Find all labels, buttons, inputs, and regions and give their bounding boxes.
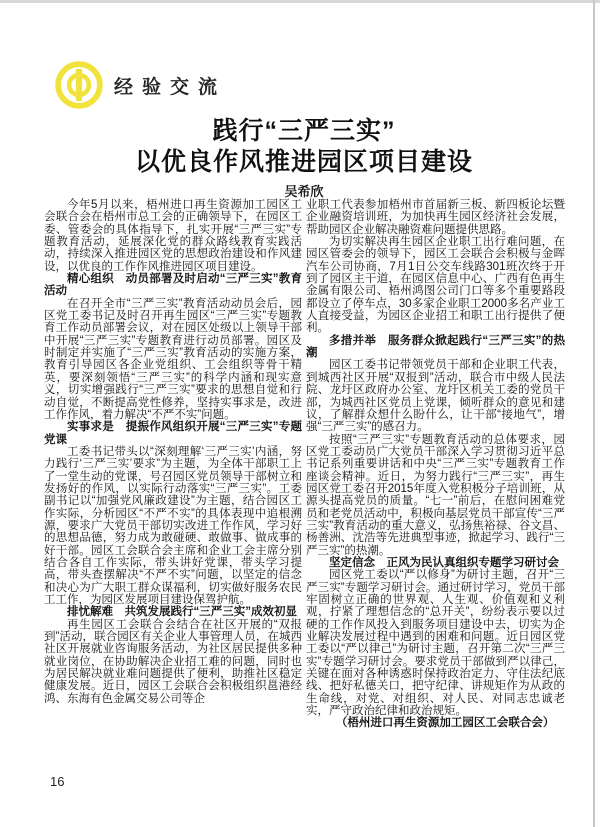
article-title-line2: 以优良作风推进园区项目建设 (134, 148, 473, 176)
article-author: 吴希欣 (284, 184, 324, 199)
article-title (44, 116, 564, 178)
scan-edge-top-line (0, 0, 600, 3)
left-col-heading-3: 实事求是 提振作风组织开展“三严三实”专题党课 (44, 421, 302, 446)
left-col-heading-1: 精心组织 动员部署及时启动“三严三实”教育活动 (44, 273, 302, 298)
article-column-left (44, 199, 302, 705)
article-column-right (306, 199, 565, 730)
left-col-paragraph-6: 再生园区工会联合会结合在社区开展的“双报到”活动，联合园区有关企业人事管理人员，在城西社区开展就业咨询服务活动，为社区居民提供多种就业岗位，在协助解决企业招工难的问题，同时也为居民解决就业难问题提供了便利，助推社区稳定健康发展。近日，园区工会联合会积极组织邕港经鸿、东海有色金属交易公司等企 (44, 618, 302, 705)
right-col-paragraph_continued-0: 业职工代表参加梧州市首届新三板、新四板论坛暨企业融资培训班，为加快再生园区经济社会发展，帮助园区企业解决融资难问题提供思路。 (306, 199, 565, 236)
page-number: 16 (50, 774, 65, 789)
section-label: 经验交流 (114, 76, 227, 98)
left-col-paragraph-0: 今年5月以来，梧州进口再生资源加工园区工会联合会在梧州市总工会的正确领导下，在园区工委、管委会的具体指导下，扎实开展“三严三实”专题教育活动，延展深化党的群众路线教育实践活动，持续深入推进园区党的思想政治建设和作风建设，以优良的工作作风推进园区项目建设。 (44, 199, 302, 273)
left-col-paragraph-2: 在召开全市“三严三实”教育活动动员会后，园区党工委书记及时召开再生园区“三严三实”专题教育工作动员部署会议，对在园区处级以上领导干部中开展“三严三实”专题教育进行动员部署。园区及时制定并实施了“三严三实”教育活动的实施方案，教育引导园区各企业党组织、工会组织等骨干精英，要深刻领悟“三严三实”的科学内涵和现实意义，切实增强践行“三严三实”要求的思想自觉和行动自觉，不断提高党性修养，坚持实事求是，改进工作作风，着力解决“不严不实”问题。 (44, 297, 302, 421)
right-col-paragraph-6: 园区党工委以“严以修身”为研讨主题，召开“三严三实”专题学习研讨会。通过研讨学习，党员干部牢固树立正确的世界观、人生观、价值观和义利观，拧紧了理想信念的“总开关”，纷纷表示要以过硬的工作作风投入到服务项目建设中去，切实为企业解决发展过程中遇到的困难和问题。近日园区党工委以“严以律己”为研讨主题，召开第二次“三严三实”专题学习研讨会。要求党员干部做到严以律己，关键在面对各种诱惑时保持政治定力、守住法纪底线、把好私德关口，把守纪律、讲规矩作为从政的生命线，对党、对组织、对人民、对同志忠诚老实，严守政治纪律和政治规矩。 (306, 569, 565, 718)
right-col-heading-5: 坚定信念 正风为民认真组织专题学习研讨会 (329, 556, 559, 569)
right-col-paragraph-3: 园区工委书记带领党员干部和企业职工代表，到城西社区开展“双报到”活动，联合市中级人民法院、龙圩区政府办公室、龙圩区机关工委的党员干部，为城西社区党员上党课，倾听群众的意见和建议，了解群众想什么盼什么，让干部“接地气”，增强“三严三实”的感召力。 (306, 359, 565, 434)
right-col-paragraph-1: 为切实解决再生园区企业职工出行难问题，在园区管委会的领导下，园区工会联合会积极与金晖汽车公司协商，7月1日公交车线路301班次终于开到了园区主干道，在园区信息中心、广西有色再生金属有限公司、梧州鸿图公司门口等多个重要路段都设立了停车点，30多家企业职工2000多名产业工人直接受益，为园区企业招工和职工出行提供了便利。 (306, 236, 565, 335)
scan-edge-right-line (593, 0, 595, 827)
left-col-heading-5: 排忧解难 共筑发展践行“三严三实”成效初显 (67, 606, 297, 619)
section-header (54, 60, 226, 110)
right-col-paragraph-4: 按照“三严三实”专题教育活动的总体要求，园区党工委动员广大党员干部深入学习贯彻习近平总书记系列重要讲话和中央“三严三实”专题教育工作座谈会精神。近日，为努力践行“三严三实”，再生园区党工委召开2015年度入党积极分子培训班，从源头提高党员的质量。“七一”前后，在慰问困难党员和老党员活动中，积极向基层党员干部宣传“三严三实”教育活动的重大意义，弘扬焦裕禄、谷文昌、杨善洲、沈浩等先进典型事迹，掀起学习、践行“三严三实”的热潮。 (306, 433, 565, 557)
right-col-signature-7: （梧州进口再生资源加工园区工会联合会） (335, 717, 555, 730)
right-col-heading-2: 多措并举 服务群众掀起践行“三严三实”的热潮 (306, 334, 565, 360)
left-col-paragraph-4: 工委书记带头以“深刻理解‘三严三实’内涵，努力践行‘三严三实’要求”为主题，为全体干部职工上了一堂生动的党课，号召园区党员领导干部树立和发扬好的作风，以实际行动落实“三严三实”。工委副书记以“加强党风廉政建设”为主题，结合园区工作实际，分析园区“不严不实”的具体表现中追根溯源，要求广大党员干部切实改进工作作风，学习好的思想品德，努力成为敢碰硬、敢做事、做成事的好干部。园区工会联合会主席和企业工会主席分别结合各自工作实际，带头讲好党课，带头学习提高，带头查摆解决“不严不实”问题，以坚定的信念和决心为广大职工群众谋福利，切实做好服务农民工工作，为园区发展项目建设保驾护航。 (44, 445, 302, 606)
trade-union-emblem-icon (54, 60, 104, 110)
article-title-line1: 践行“三严三实” (212, 117, 396, 145)
